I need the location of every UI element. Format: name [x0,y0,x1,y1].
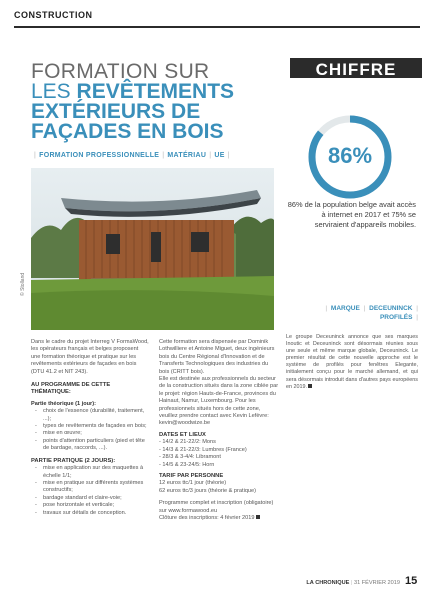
date-item: - 14/2 & 21-22/2: Mons [159,439,216,446]
date-item: - 14/5 & 23-24/5: Horn [159,461,215,468]
date-item: - 28/3 & 3-4/4: Libramont [159,454,221,461]
top-rule [14,26,420,28]
publication-name: LA CHRONIQUE [306,580,350,586]
tag: MARQUE [330,305,360,312]
tarif-heading: TARIF PAR PERSONNE [159,472,224,479]
program-heading-1: AU PROGRAMME DE CETTE [31,382,111,389]
deadline-text: Clôture des inscriptions: 4 février 2019 [159,514,255,521]
deadline-line [159,515,279,522]
title-line-2-prefix: LES [31,80,77,103]
dates-heading: DATES ET LIEUX [159,431,206,438]
list-item: - types de revêtements de façades en bois; [31,423,149,430]
trainers-paragraph: Cette formation sera dispensée par Dominik Lothwilliere et Antoine Miguet, deux ingénieurs bois du Centre Régional d'Innovation et de Transferts Technologiques des industries du bois (CRITT bois). [159,339,275,375]
column-2 [159,339,279,522]
list-item: - pose horizontale et verticale; [31,502,149,509]
list-item: - mise en application sur des maquettes à échelle 1/1; [31,465,149,480]
tag: MATÉRIAU [167,152,207,159]
title-line-1: FORMATION SUR [31,60,210,83]
column-1 [31,339,149,517]
percent-value: 86% [327,143,373,168]
practice-heading: PARTIE PRATIQUE (2 JOURS): [31,457,116,464]
list-item: - choix de l'essence (durabilité, traitement, ...); [31,408,149,423]
intro-paragraph: Dans le cadre du projet Interreg V FormaWood, les opérateurs français et belges proposent une formation théorique et pratique sur les revêtements extérieurs de façades en bois (DTU 41.2 et NIT 243). [31,339,149,375]
list-item: - points d'attention particuliers (pied et tête de bardage, raccords, ...). [31,438,149,453]
end-square-icon [256,515,260,519]
list-item: - travaux sur détails de conception. [31,510,149,517]
deceuninck-text: Le groupe Deceuninck annonce que ses marques Inoutic et Deceuninck sont désormais réunies sous une seule et même marque globale, Deceuninck. Le premier résultat de cette nouvelle approche est le système de profilés pour fenêtres Elegante, initialement conçu pour le marché allemand, et qui sera désormais introduit dans d'autres pays européens en 2019. [286,334,418,390]
end-square-icon [308,384,312,388]
footer: LA CHRONIQUE | 31 FÉVRIER 2019 [306,580,400,586]
tarif-item: 62 euros ttc/3 jours (théorie & pratique) [159,487,257,494]
marque-tags: | MARQUE | DECEUNINCK | PROFILÉS | [325,305,418,321]
chiffre-text: 86% de la population belge avait accès à internet en 2017 et 75% se serviraient d'appareils mobiles. [287,200,416,229]
theory-heading: Partie théorique (1 jour): [31,400,96,407]
list-item: - bardage standard et claire-voie; [31,495,149,502]
tarif-item: 12 euros ttc/1 jour (théorie) [159,480,227,487]
program-heading-2: THÉMATIQUE: [31,389,71,396]
list-item: - mise en œuvre; [31,430,149,437]
tag: UE [214,152,225,159]
list-item: - mise en pratique sur différents systèmes constructifs; [31,480,149,495]
deceuninck-paragraph [286,334,418,391]
title-line-3: EXTÉRIEURS DE [31,100,201,123]
program-link-line: Programme complet et inscription (obligatoire) sur www.formawood.eu [159,500,274,514]
tag: DECEUNINCK [369,305,413,312]
house-photo [31,168,274,330]
audience-paragraph: Elle est destinée aux professionnels du secteur de la construction situés dans la zone ciblée par le projet: région Hauts-de-France, provinces du Hainaut, Namur, Luxembourg. Pour les professionnels situés hors de cette zone, veuillez prendre contact avec Kevin Lefèvre: kevin@woodwize.be [159,376,279,427]
tag: FORMATION PROFESSIONNELLE [39,152,160,159]
tag: PROFILÉS [379,314,413,321]
title-line-2-bold: REVÊTEMENTS [76,80,235,103]
page-number: 15 [405,575,418,587]
title-line-4: FAÇADES EN BOIS [31,120,224,143]
chiffre-heading: CHIFFRE [315,60,397,79]
issue-date: 31 FÉVRIER 2019 [353,580,400,586]
date-item: - 14/3 & 21-22/3: Lumbres (France) [159,446,247,453]
article-tags: | FORMATION PROFESSIONNELLE | MATÉRIAU | UE | [34,152,230,159]
title-line-2 [31,82,234,102]
section-label: CONSTRUCTION [14,10,93,20]
photo-credit: © Stolland [20,272,26,296]
